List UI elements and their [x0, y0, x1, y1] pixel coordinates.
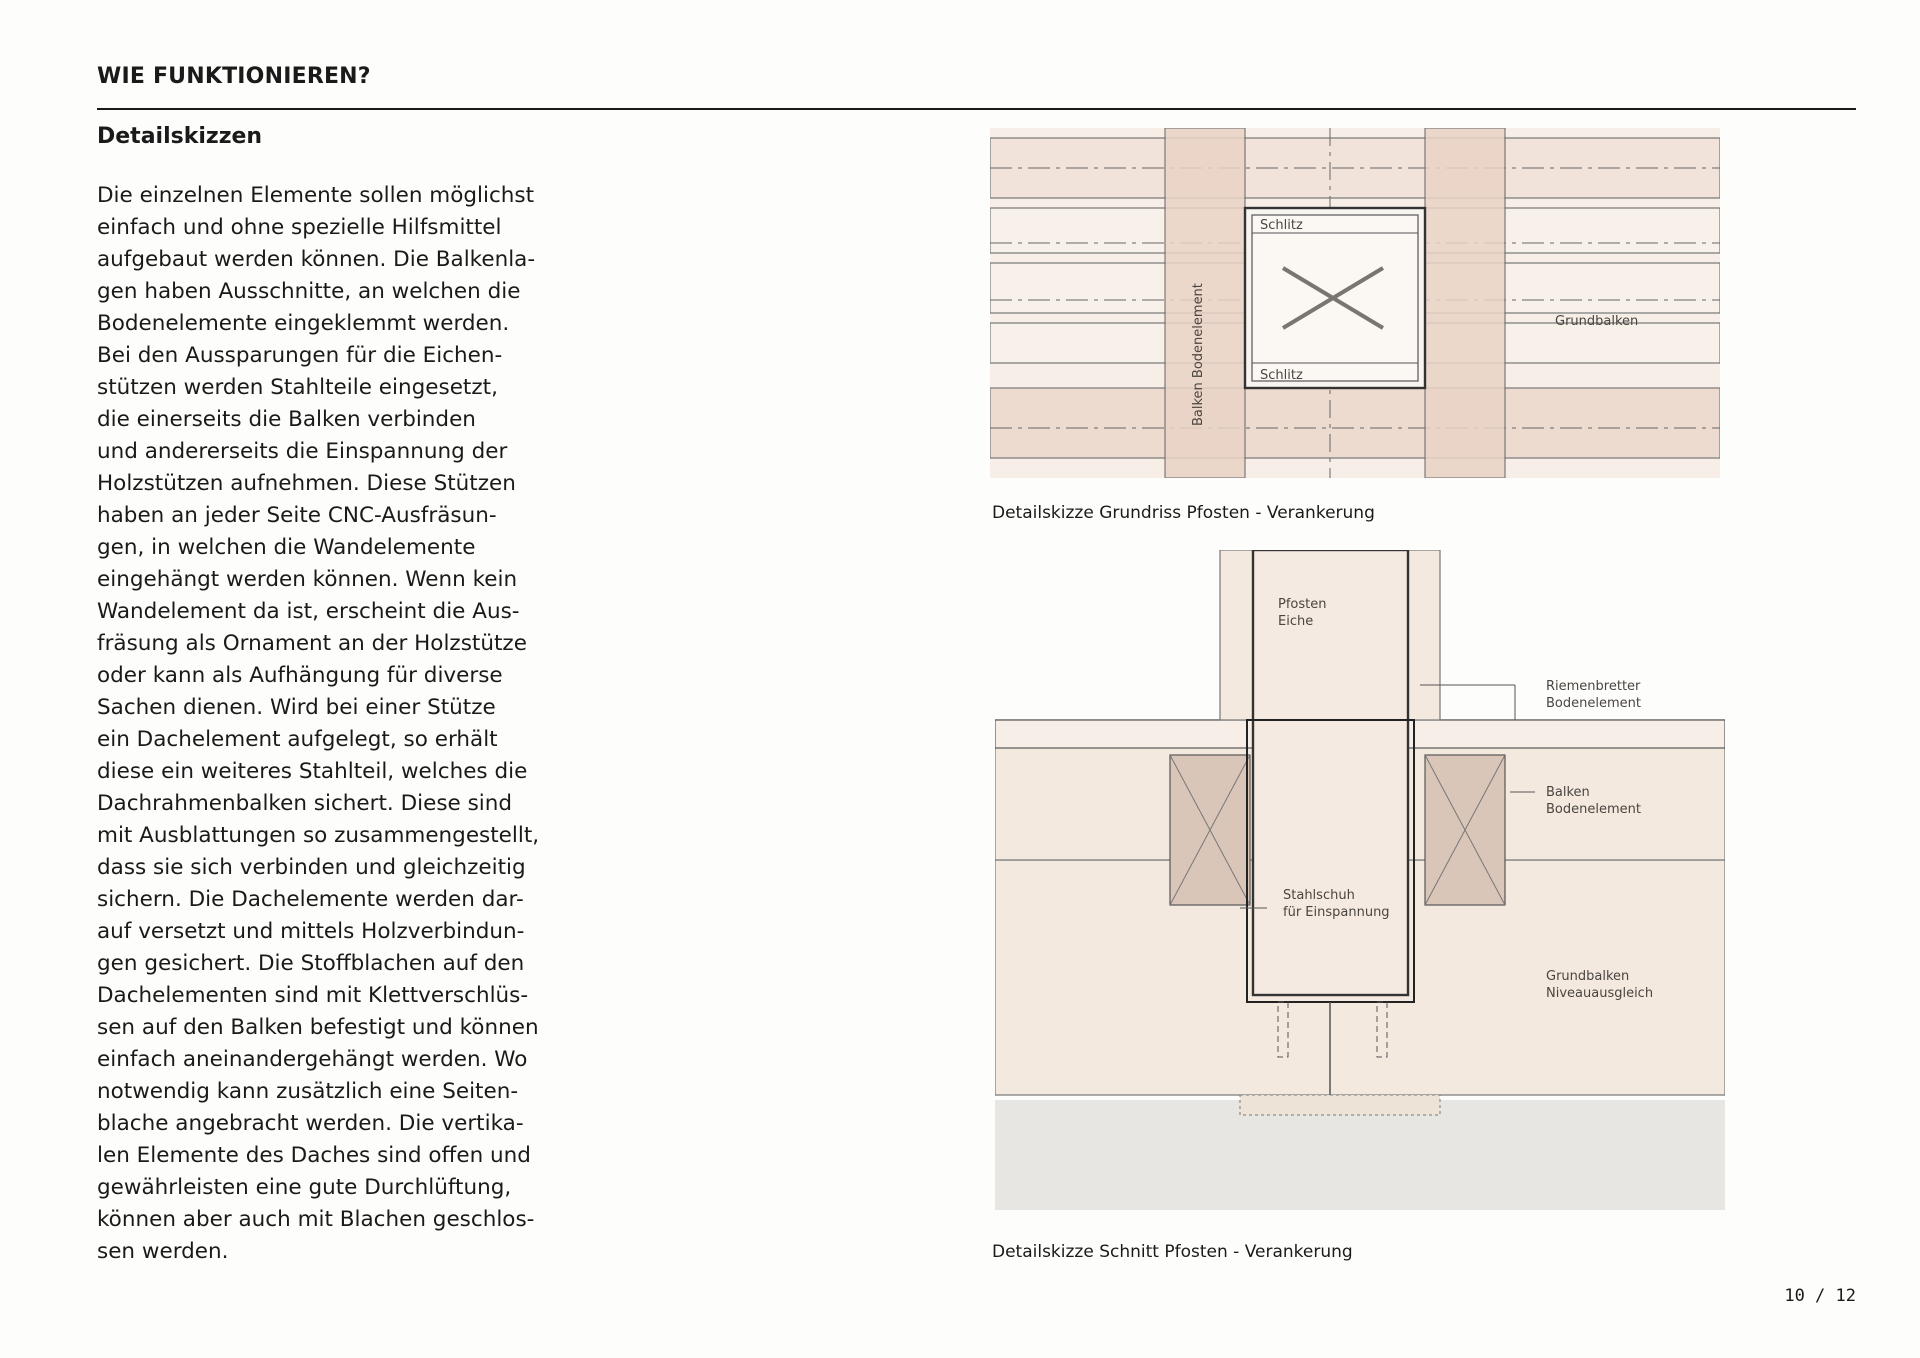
section-label-beam-1: Balken	[1546, 785, 1590, 800]
text-line: Sachen dienen. Wird bei einer Stütze	[97, 695, 496, 720]
text-line: blache angebracht werden. Die vertika-	[97, 1111, 524, 1136]
section-label-post-1: Pfosten	[1278, 597, 1327, 612]
plan-label-slot-bottom: Schlitz	[1260, 368, 1303, 383]
section-caption: Detailskizze Schnitt Pfosten - Verankerung	[992, 1242, 1353, 1262]
text-line: dass sie sich verbinden und gleichzeitig	[97, 855, 526, 880]
page-title: Detailskizzen	[97, 124, 263, 149]
text-line: einfach und ohne spezielle Hilfsmittel	[97, 215, 502, 240]
body-paragraph	[97, 180, 540, 1268]
text-line: auf versetzt und mittels Holzverbindun-	[97, 919, 525, 944]
plan-label-beam-floor: Balken Bodenelement	[1191, 283, 1206, 426]
text-line: sen auf den Balken befestigt und können	[97, 1015, 539, 1040]
text-line: eingehängt werden können. Wenn kein	[97, 567, 518, 592]
section-sketch	[995, 550, 1725, 1210]
text-line: Dachrahmenbalken sichert. Diese sind	[97, 791, 513, 816]
text-line: notwendig kann zusätzlich eine Seiten-	[97, 1079, 519, 1104]
text-line: oder kann als Aufhängung für diverse	[97, 663, 503, 688]
section-label-boards-1: Riemenbretter	[1546, 679, 1641, 694]
section-label-steel-1: Stahlschuh	[1283, 888, 1355, 903]
text-line: len Elemente des Daches sind offen und	[97, 1143, 531, 1168]
text-line: gen, in welchen die Wandelemente	[97, 535, 476, 560]
text-line: einfach aneinandergehängt werden. Wo	[97, 1047, 528, 1072]
text-line: Die einzelnen Elemente sollen möglichst	[97, 183, 535, 208]
section-heading: WIE FUNKTIONIEREN?	[97, 64, 371, 89]
text-line: stützen werden Stahlteile eingesetzt,	[97, 375, 498, 400]
text-line: ein Dachelement aufgelegt, so erhält	[97, 727, 498, 752]
text-line: Holzstützen aufnehmen. Diese Stützen	[97, 471, 516, 496]
section-label-boards-2: Bodenelement	[1546, 696, 1641, 711]
plan-sketch	[990, 128, 1720, 478]
section-label-beam-2: Bodenelement	[1546, 802, 1641, 817]
text-line: Bei den Aussparungen für die Eichen-	[97, 343, 503, 368]
text-line: aufgebaut werden können. Die Balkenla-	[97, 247, 536, 272]
text-line: gewährleisten eine gute Durchlüftung,	[97, 1175, 512, 1200]
text-line: sen werden.	[97, 1239, 229, 1264]
section-label-ground-1: Grundbalken	[1546, 969, 1630, 984]
section-label-post-2: Eiche	[1278, 614, 1314, 629]
text-line: haben an jeder Seite CNC-Ausfräsun-	[97, 503, 497, 528]
section-label-ground-2: Niveauausgleich	[1546, 986, 1654, 1001]
plan-label-ground-beam: Grundbalken	[1555, 314, 1639, 329]
text-line: mit Ausblattungen so zusammengestellt,	[97, 823, 540, 848]
page-number: 10 / 12	[1784, 1286, 1856, 1306]
text-line: Wandelement da ist, erscheint die Aus-	[97, 599, 520, 624]
section-label-steel-2: für Einspannung	[1283, 905, 1390, 920]
text-line: gen haben Ausschnitte, an welchen die	[97, 279, 521, 304]
text-line: gen gesichert. Die Stoffblachen auf den	[97, 951, 525, 976]
text-line: die einerseits die Balken verbinden	[97, 407, 476, 432]
plan-label-slot-top: Schlitz	[1260, 218, 1303, 233]
text-line: Dachelementen sind mit Klettverschlüs-	[97, 983, 529, 1008]
text-line: können aber auch mit Blachen geschlos-	[97, 1207, 535, 1232]
text-line: und andererseits die Einspannung der	[97, 439, 508, 464]
text-line: fräsung als Ornament an der Holzstütze	[97, 631, 527, 656]
text-line: diese ein weiteres Stahlteil, welches die	[97, 759, 528, 784]
text-line: sichern. Die Dachelemente werden dar-	[97, 887, 524, 912]
text-line: Bodenelemente eingeklemmt werden.	[97, 311, 510, 336]
plan-caption: Detailskizze Grundriss Pfosten - Verankerung	[992, 503, 1375, 523]
header-divider	[97, 108, 1856, 110]
